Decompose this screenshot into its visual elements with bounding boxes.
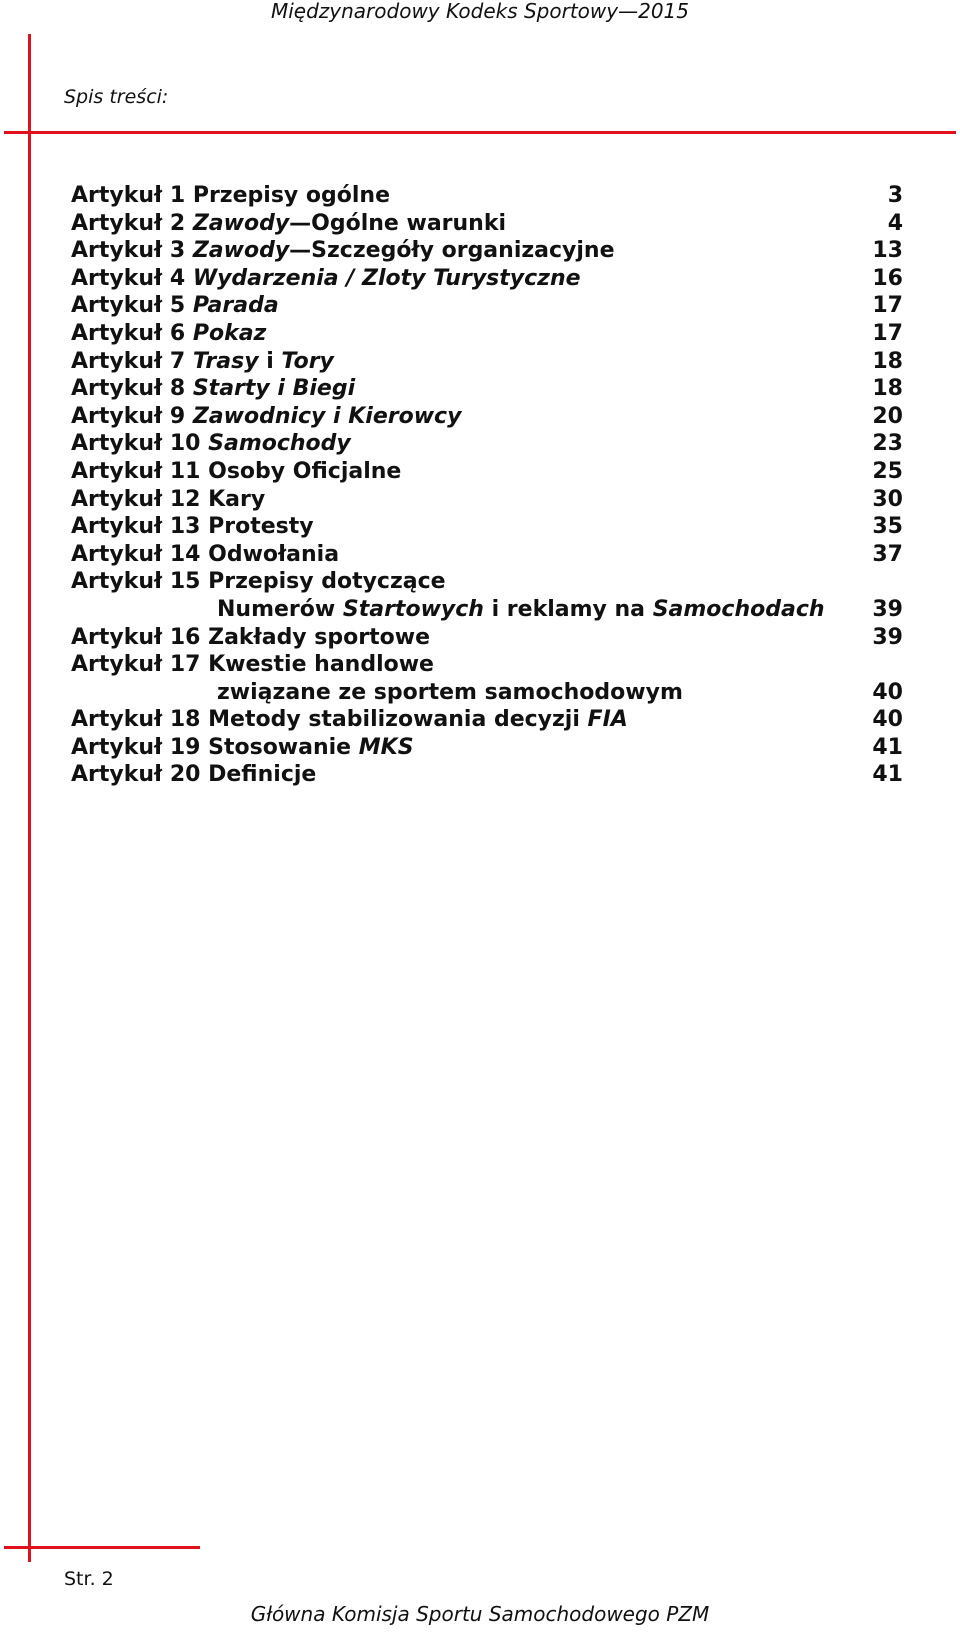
toc-entry-text: Artykuł 16 <box>71 624 209 650</box>
toc-entry <box>71 292 903 320</box>
toc-entry-page: 3 <box>887 183 903 208</box>
margin-rule-vertical <box>28 34 31 1562</box>
toc-entry-text: Samochodach <box>652 596 825 622</box>
toc-entry-text: Numerów <box>217 596 343 622</box>
toc-entry-text: związane ze sportem samochodowym <box>217 679 683 705</box>
toc-entry-page: 17 <box>872 293 903 319</box>
toc-entry <box>71 458 903 486</box>
toc-entry-text: Kwestie handlowe <box>208 652 434 678</box>
toc-entry-title <box>71 430 872 458</box>
toc-entry-text: Artykuł 2 <box>71 210 193 236</box>
toc-entry-page: 37 <box>872 541 903 567</box>
toc-entry-text: —Ogólne warunki <box>289 210 507 236</box>
toc-entry-text: Tory <box>281 348 334 374</box>
toc-entry-text: Artykuł 7 <box>71 348 193 374</box>
toc-entry-text: Pokaz <box>192 320 267 346</box>
page-number: Str. 2 <box>64 1568 114 1590</box>
toc-entry-text: Artykuł 6 <box>71 320 193 346</box>
toc-entry-title <box>71 265 872 293</box>
toc-entry-text: i reklamy na <box>483 596 653 622</box>
footer-rule <box>4 1546 200 1549</box>
toc-entry-text: Metody stabilizowania decyzji <box>208 707 588 733</box>
toc-entry-text: —Szczegóły organizacyjne <box>289 238 615 264</box>
toc-entry-text: Zawody <box>192 238 290 264</box>
toc-entry-page: 30 <box>872 486 903 512</box>
toc-entry <box>71 568 903 596</box>
toc-entry <box>71 761 903 789</box>
toc-entry-text: Starty i Biegi <box>192 376 356 402</box>
toc-entry-text: Artykuł 9 <box>71 403 193 429</box>
toc-entry-page: 18 <box>872 348 903 374</box>
toc-entry-title <box>71 706 872 734</box>
toc-entry-text: Artykuł 14 <box>71 541 209 567</box>
toc-entry-page: 41 <box>872 762 903 788</box>
toc-entry-title <box>71 458 872 486</box>
toc-entry-title <box>71 486 872 514</box>
running-footer-title: Główna Komisja Sportu Samochodowego PZM <box>250 1602 710 1626</box>
toc-entry-title <box>71 210 888 238</box>
toc-entry <box>71 734 903 762</box>
toc-entry-continuation <box>71 596 903 624</box>
toc-entry-text: Zawody <box>192 210 290 236</box>
toc-entry-text: Artykuł 12 <box>71 486 209 512</box>
toc-entry <box>71 182 903 210</box>
toc-entry-page: 25 <box>872 458 903 484</box>
toc-entry-text: Artykuł 18 <box>71 707 209 733</box>
toc-entry-text: Samochody <box>208 431 351 457</box>
toc-entry-text: Artykuł 15 <box>71 569 209 595</box>
toc-entry-text: Osoby Oficjalne <box>208 458 402 484</box>
toc-entry-title <box>71 292 872 320</box>
toc-entry <box>71 486 903 514</box>
toc-entry-page: 40 <box>872 707 903 733</box>
toc-entry-text: Wydarzenia / Zloty Turystyczne <box>192 265 581 291</box>
toc-entry-text: Parada <box>192 293 279 319</box>
toc-entry-page: 20 <box>872 403 903 429</box>
toc-entry-text: Artykuł 1 <box>71 183 193 208</box>
toc-entry-text: Kary <box>208 486 266 512</box>
toc-entry-text: Startowych <box>342 596 484 622</box>
toc-entry-title <box>71 596 872 624</box>
toc-entry-text: Zawodnicy i Kierowcy <box>192 403 462 429</box>
toc-entry <box>71 541 903 569</box>
toc-entry-text: Artykuł 19 <box>71 734 209 760</box>
toc-entry-page: 41 <box>872 734 903 760</box>
toc-entry-text: Stosowanie <box>208 734 359 760</box>
toc-entry-page: 23 <box>872 431 903 457</box>
toc-entry-title <box>71 403 872 431</box>
toc-entry-text: Zakłady sportowe <box>208 624 430 650</box>
toc-entry-title <box>71 237 872 265</box>
header-rule <box>4 131 956 134</box>
toc-entry-page: 4 <box>887 210 903 236</box>
toc-entry-title <box>71 182 888 210</box>
toc-entry <box>71 624 903 652</box>
toc-entry <box>71 210 903 238</box>
toc-entry <box>71 375 903 403</box>
toc-entry-title <box>71 624 872 652</box>
toc-entry-text: Artykuł 5 <box>71 293 193 319</box>
toc-entry-text: Przepisy dotyczące <box>208 569 446 595</box>
table-of-contents <box>71 182 903 789</box>
toc-entry-page: 40 <box>872 679 903 705</box>
toc-entry-page: 18 <box>872 376 903 402</box>
toc-entry-continuation <box>71 679 903 707</box>
toc-entry-page: 16 <box>872 265 903 291</box>
toc-entry-title <box>71 375 872 403</box>
toc-entry-text: Protesty <box>208 514 314 540</box>
toc-entry <box>71 348 903 376</box>
toc-entry-title <box>71 320 872 348</box>
toc-entry <box>71 237 903 265</box>
running-header-title: Międzynarodowy Kodeks Sportowy—2015 <box>270 0 690 23</box>
toc-entry-text: Przepisy ogólne <box>192 183 391 208</box>
toc-entry-text: Artykuł 3 <box>71 238 193 264</box>
toc-entry-text: FIA <box>587 707 628 733</box>
toc-entry-text: Odwołania <box>208 541 340 567</box>
toc-entry-page: 39 <box>872 596 903 622</box>
toc-entry <box>71 403 903 431</box>
toc-entry-text: Artykuł 8 <box>71 376 193 402</box>
toc-entry <box>71 706 903 734</box>
toc-heading: Spis treści: <box>64 86 169 108</box>
toc-entry-title <box>71 761 872 789</box>
toc-entry <box>71 651 903 679</box>
toc-entry-page: 13 <box>872 238 903 264</box>
toc-entry-title <box>71 541 872 569</box>
toc-entry-title <box>71 348 872 376</box>
toc-entry-text: Artykuł 11 <box>71 458 209 484</box>
toc-entry-title <box>71 513 872 541</box>
toc-entry <box>71 320 903 348</box>
toc-entry-page: 17 <box>872 320 903 346</box>
toc-entry-title <box>71 734 872 762</box>
toc-entry-title <box>71 651 903 679</box>
toc-entry-text: i <box>258 348 282 374</box>
toc-entry-title <box>71 679 872 707</box>
toc-entry-text: Definicje <box>208 762 317 788</box>
toc-entry-text: Artykuł 20 <box>71 762 209 788</box>
toc-entry <box>71 513 903 541</box>
toc-entry <box>71 265 903 293</box>
toc-entry-text: MKS <box>358 734 414 760</box>
toc-entry-text: Artykuł 4 <box>71 265 193 291</box>
toc-entry-text: Artykuł 13 <box>71 514 209 540</box>
toc-entry-text: Trasy <box>192 348 259 374</box>
toc-entry-text: Artykuł 17 <box>71 652 209 678</box>
toc-entry <box>71 430 903 458</box>
toc-entry-page: 39 <box>872 624 903 650</box>
toc-entry-page: 35 <box>872 514 903 540</box>
toc-entry-title <box>71 568 903 596</box>
toc-entry-text: Artykuł 10 <box>71 431 209 457</box>
